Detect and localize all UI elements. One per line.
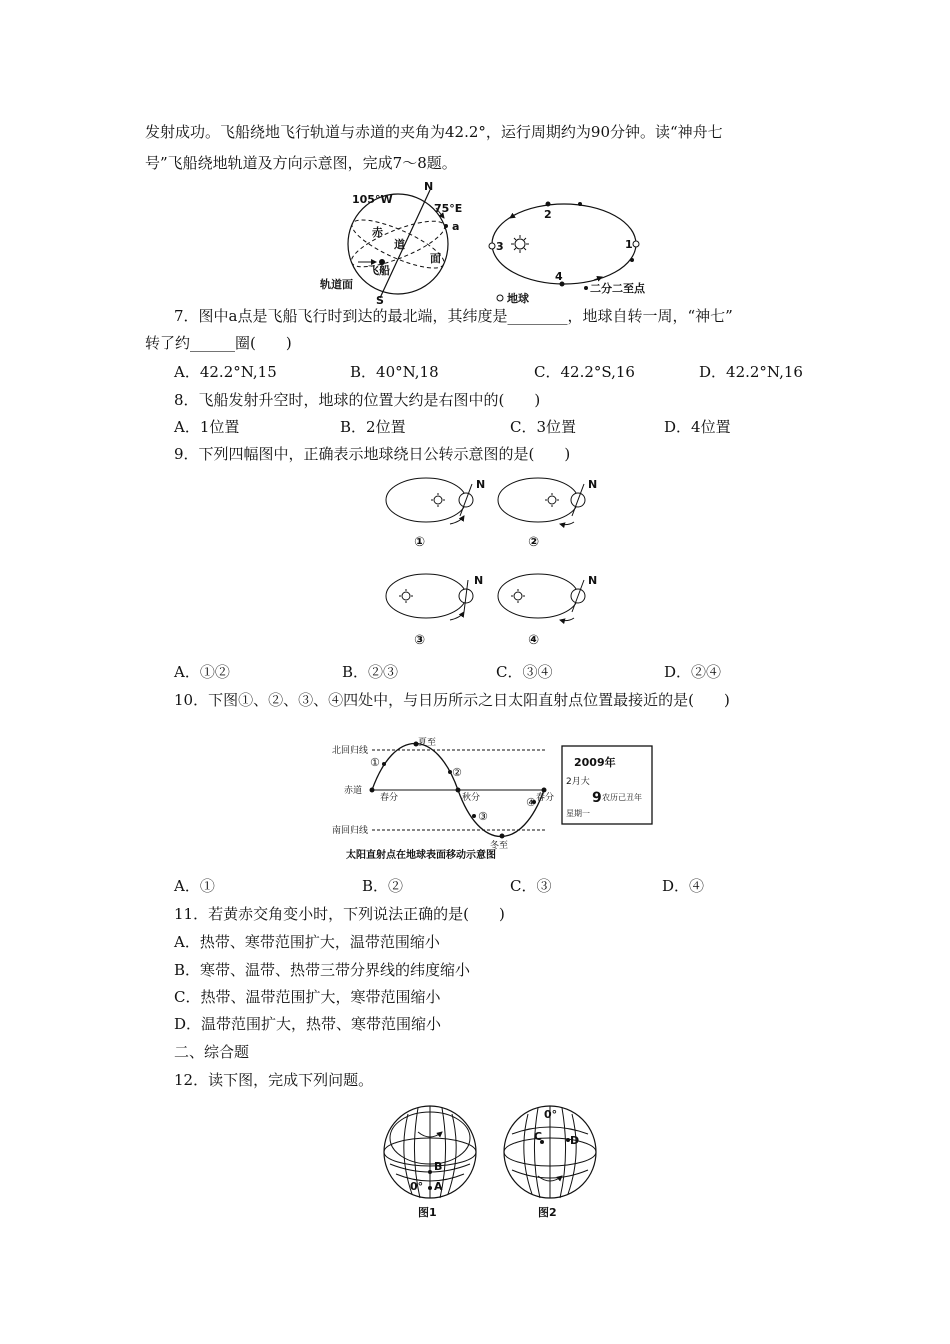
mark-3: ③ (478, 810, 488, 823)
figure-1-label: ① (414, 535, 426, 550)
q11-option-d[interactable]: D．温带范围扩大，热带、寒带范围缩小 (174, 1015, 442, 1033)
figure-2-north: N (588, 478, 598, 491)
label-mian: 面 (430, 252, 441, 265)
q8-options (174, 417, 874, 437)
q9-figures (378, 472, 618, 658)
label-spring-equinox-2: 春分 (536, 793, 555, 803)
globe2-caption: 图2 (538, 1206, 557, 1219)
q10-option-c[interactable]: C．③ (510, 877, 552, 895)
q7-option-d[interactable]: D．42.2°N,16 (699, 363, 803, 381)
q7-stem-2: 转了约______圈( ) (145, 334, 292, 352)
label-summer-solstice: 夏至 (418, 738, 437, 748)
calendar-box (562, 746, 652, 824)
label-tropic-north: 北回归线 (332, 746, 369, 756)
subsolar-point-diagram (328, 736, 658, 862)
globe2-label-zero: 0° (544, 1108, 558, 1121)
intro-line-2: 号”飞船绕地轨道及方向示意图，完成7～8题。 (145, 154, 457, 172)
figure-4-label: ④ (528, 633, 540, 648)
q10-option-b[interactable]: B．② (362, 877, 404, 895)
figure-3 (386, 574, 483, 648)
calendar-weekday: 星期一 (566, 809, 590, 818)
intro-line-1: 发射成功。飞船绕地飞行轨道与赤道的夹角为42.2°，运行周期约为90分钟。读“神舟七 (145, 123, 723, 141)
label-tropic-south: 南回归线 (332, 826, 369, 836)
label-orbit-plane: 轨道面 (320, 278, 353, 291)
globe2-label-c: C (534, 1130, 543, 1143)
q9-options (174, 662, 874, 682)
q10-stem: 10．下图①、②、③、④四处中，与日历所示之日太阳直射点位置最接近的是( ) (174, 691, 730, 709)
earth-revolution-diagram (482, 194, 666, 306)
q10-option-a[interactable]: A．① (174, 877, 215, 895)
spacecraft-orbit-diagram (318, 178, 478, 306)
figure-1 (386, 478, 485, 550)
label-dao: 道 (394, 238, 405, 251)
q7-option-a[interactable]: A．42.2°N,15 (174, 363, 277, 381)
q12-globes (378, 1104, 608, 1224)
q12-stem: 12．读下图，完成下列问题。 (174, 1071, 374, 1089)
sun-icon (431, 493, 445, 507)
sun-icon (545, 493, 559, 507)
position-4-label: 4 (555, 270, 563, 283)
label-north: N (424, 180, 434, 193)
subsolar-caption: 太阳直射点在地球表面移动示意图 (346, 850, 496, 861)
mark-2: ② (452, 766, 462, 779)
q8-option-b[interactable]: B．2位置 (340, 418, 406, 436)
label-equator: 赤道 (344, 786, 363, 796)
mark-4: ④ (526, 796, 536, 809)
q9-stem: 9．下列四幅图中，正确表示地球绕日公转示意图的是( ) (174, 445, 571, 463)
sun-icon (399, 589, 413, 603)
position-3-label: 3 (496, 240, 504, 253)
q9-option-d[interactable]: D．②④ (664, 663, 722, 681)
calendar-year: 2009年 (574, 756, 616, 769)
calendar-month: 2月大 (566, 777, 590, 787)
figure-3-label: ③ (414, 633, 426, 648)
calendar-day: 9 (592, 790, 602, 806)
label-winter-solstice: 冬至 (490, 841, 509, 851)
label-spacecraft: 飞船 (368, 264, 390, 277)
globe1-label-a: A (434, 1180, 443, 1193)
q8-option-d[interactable]: D．4位置 (664, 418, 731, 436)
q8-option-c[interactable]: C．3位置 (510, 418, 577, 436)
q11-option-b[interactable]: B．寒带、温带、热带三带分界线的纬度缩小 (174, 961, 471, 979)
q9-option-b[interactable]: B．②③ (342, 663, 399, 681)
q8-option-a[interactable]: A．1位置 (174, 418, 240, 436)
figure-2 (498, 478, 597, 550)
globe2-label-d: D (570, 1134, 580, 1147)
figure-4-north: N (588, 574, 598, 587)
position-1-label: 1 (625, 238, 633, 251)
q9-option-a[interactable]: A．①② (174, 663, 230, 681)
q11-option-c[interactable]: C．热带、温带范围扩大，寒带范围缩小 (174, 988, 441, 1006)
label-75e: 75°E (434, 202, 463, 215)
mark-1: ① (370, 756, 380, 769)
figure-4 (498, 574, 597, 648)
position-2-label: 2 (544, 208, 552, 221)
sun-icon (511, 589, 525, 603)
label-spring-equinox-1: 春分 (380, 793, 399, 803)
q10-options (174, 876, 874, 896)
q9-option-c[interactable]: C．③④ (496, 663, 553, 681)
label-105w: 105°W (352, 193, 393, 206)
globe-figure-1 (384, 1106, 476, 1219)
sun-icon (511, 235, 529, 253)
q11-option-a[interactable]: A．热带、寒带范围扩大，温带范围缩小 (174, 933, 440, 951)
label-autumn-equinox: 秋分 (462, 793, 481, 803)
q8-stem: 8．飞船发射升空时，地球的位置大约是右图中的( ) (174, 391, 541, 409)
figure-3-north: N (474, 574, 484, 587)
q7-stem-1: 7．图中a点是飞船飞行时到达的最北端，其纬度是________，地球自转一周，“神七” (174, 307, 733, 325)
points-legend: 二分二至点 (590, 282, 645, 295)
label-south: S (376, 294, 384, 306)
calendar-lunar: 农历己丑年 (602, 793, 642, 802)
globe1-caption: 图1 (418, 1206, 437, 1219)
q7-option-c[interactable]: C．42.2°S,16 (534, 363, 635, 381)
label-point-a: a (452, 220, 460, 233)
globe-figure-2 (504, 1106, 596, 1219)
figure-2-label: ② (528, 535, 540, 550)
earth-legend: 地球 (507, 292, 529, 305)
q11-stem: 11．若黄赤交角变小时，下列说法正确的是( ) (174, 905, 505, 923)
figure-1-north: N (476, 478, 486, 491)
q7-option-b[interactable]: B．40°N,18 (350, 363, 439, 381)
section-title: 二、综合题 (174, 1043, 250, 1061)
label-chi: 赤 (372, 226, 383, 239)
globe1-label-b: B (434, 1160, 443, 1173)
globe1-label-zero: 0° (410, 1180, 424, 1193)
q7-options (174, 362, 874, 382)
q10-option-d[interactable]: D．④ (662, 877, 705, 895)
